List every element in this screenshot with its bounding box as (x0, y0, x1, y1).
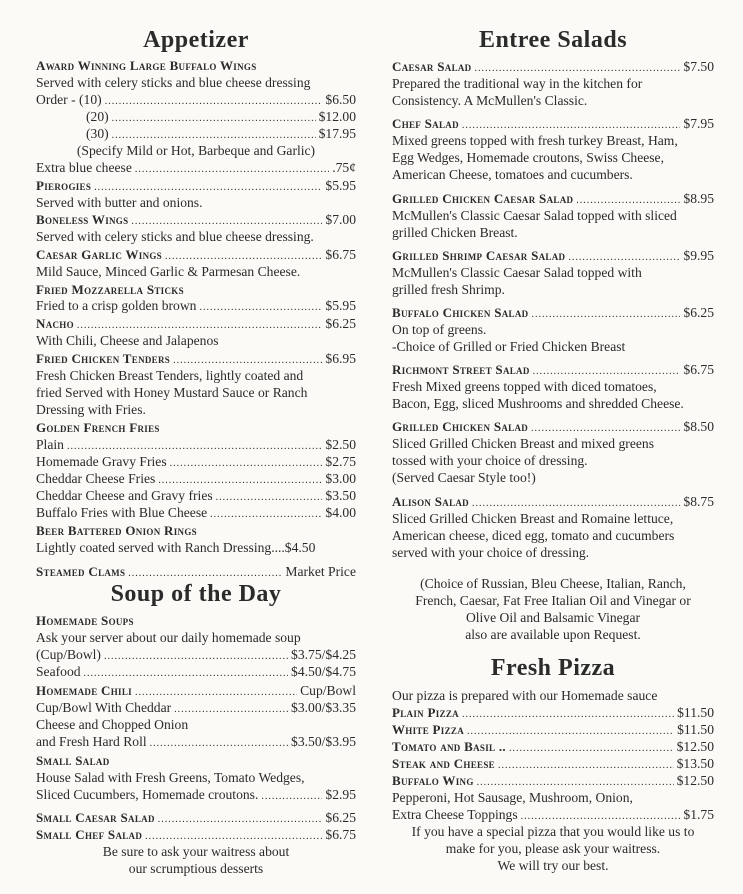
mozz-name-row: Fried Mozzarella Sticks (36, 282, 184, 297)
tenders-row: Fried Chicken Tenders ..... $6.95 (36, 350, 356, 367)
soups-cup-row: (Cup/Bowl) ..... $3.75/$4.25 (36, 646, 356, 663)
caesar-desc-1: Prepared the traditional way in the kitchen for (392, 76, 643, 91)
dressing-2: French, Caesar, Fat Free Italian Oil and Vinegar or (415, 593, 691, 608)
chili-row: Homemade Chili ..... Cup/Bowl (36, 682, 356, 699)
richmond-desc-2: Bacon, Egg, sliced Mushrooms and shredded Cheese. (392, 396, 684, 411)
fries-blue-row: Buffalo Fries with Blue Cheese ..... $4.00 (36, 504, 356, 521)
richmond-desc-1: Fresh Mixed greens topped with diced tomatoes, (392, 379, 657, 394)
small-salad-desc-1: House Salad with Fresh Greens, Tomato Wedges, (36, 770, 305, 785)
alison-desc-1: Sliced Grilled Chicken Breast and Romaine lettuce, (392, 511, 674, 526)
chef-desc-1: Mixed greens topped with fresh turkey Breast, Ham, (392, 133, 678, 148)
pizza-intro: Our pizza is prepared with our Homemade sauce (392, 688, 658, 703)
small-salad-row: Sliced Cucumbers, Homemade croutons. ..... $2.95 (36, 786, 356, 803)
dressing-4: also are available upon Request. (465, 627, 641, 642)
gcc-row: Grilled Chicken Caesar Salad ..... $8.95 (392, 190, 714, 207)
special-2: make for you, please ask your waitress. (445, 841, 661, 856)
gc-row: Grilled Chicken Salad ..... $8.50 (392, 418, 714, 435)
chef-desc-2: Egg Wedges, Homemade croutons, Swiss Cheese, (392, 150, 664, 165)
nacho-row: Nacho ..... $6.25 (36, 315, 356, 332)
special-1: If you have a special pizza that you would like us to (411, 824, 695, 839)
white-pizza-row: White Pizza ..... $11.50 (392, 721, 714, 738)
dressing-1: (Choice of Russian, Bleu Cheese, Italian, Ranch, (420, 576, 686, 591)
caesar-row: Caesar Salad ..... $7.50 (392, 58, 714, 75)
chili-cheddar-row: Cup/Bowl With Cheddar ..... $3.00/$3.35 (36, 699, 356, 716)
buffalo-desc-2: -Choice of Grilled or Fried Chicken Breast (392, 339, 626, 354)
dressing-3: Olive Oil and Balsamic Vinegar (465, 610, 641, 625)
gc-desc-3: (Served Caesar Style too!) (392, 470, 536, 485)
wings-10-row: Order - (10) ..... $6.50 (36, 91, 356, 108)
fries-name-row: Golden French Fries (36, 420, 160, 435)
dessert-note-2: our scrumptious desserts (128, 861, 264, 876)
steak-pizza-row: Steak and Cheese ..... $13.50 (392, 755, 714, 772)
alison-row: Alison Salad ..... $8.75 (392, 493, 714, 510)
chili-roll-row: and Fresh Hard Roll ..... $3.50/$3.95 (36, 733, 356, 750)
entree-salads-heading: Entree Salads (478, 27, 628, 53)
extra-blue-row: Extra blue cheese ..... .75¢ (36, 159, 356, 176)
gc-desc-2: tossed with your choice of dressing. (392, 453, 588, 468)
gc-desc-1: Sliced Grilled Chicken Breast and mixed greens (392, 436, 654, 451)
caesar-wings-desc: Mild Sauce, Minced Garlic & Parmesan Cheese. (36, 264, 301, 279)
fries-cheddar-row: Cheddar Cheese Fries ..... $3.00 (36, 470, 356, 487)
chef-row: Chef Salad ..... $7.95 (392, 115, 714, 132)
tenders-desc-1: Fresh Chicken Breast Tenders, lightly coated and (36, 368, 304, 383)
small-chef-row: Small Chef Salad ..... $6.75 (36, 826, 356, 843)
buffalo-row: Buffalo Chicken Salad ..... $6.25 (392, 304, 714, 321)
tenders-desc-2: fried Served with Honey Mustard Sauce or Ranch (36, 385, 308, 400)
gsc-desc-1: McMullen's Classic Caesar Salad topped with (392, 265, 642, 280)
gsc-row: Grilled Shrimp Caesar Salad ..... $9.95 (392, 247, 714, 264)
mozz-row: Fried to a crisp golden brown ..... $5.95 (36, 297, 356, 314)
chef-desc-3: American Cheese, tomatoes and cucumbers. (392, 167, 633, 182)
dessert-note-1: Be sure to ask your waitress about (102, 844, 290, 859)
alison-desc-3: served with your choice of dressing. (392, 545, 590, 560)
appetizer-heading: Appetizer (143, 27, 249, 53)
wings-name: Award Winning Large Buffalo Wings (36, 58, 257, 73)
wings-specify: (Specify Mild or Hot, Barbeque and Garlic) (76, 143, 316, 158)
soups-name-row: Homemade Soups (36, 613, 134, 628)
buffalo-pizza-row: Buffalo Wing ..... $12.50 (392, 772, 714, 789)
onion-name-row: Beer Battered Onion Rings (36, 523, 197, 538)
small-caesar-row: Small Caesar Salad ..... $6.25 (36, 809, 356, 826)
gcc-desc-1: McMullen's Classic Caesar Salad topped with sliced (392, 208, 677, 223)
boneless-desc: Served with celery sticks and blue cheese dressing. (36, 229, 314, 244)
special-3: We will try our best. (497, 858, 609, 873)
wings-30-row: (30) ..... $17.95 (36, 125, 356, 142)
pizza-heading: Fresh Pizza (490, 655, 616, 681)
chili-desc-1: Cheese and Chopped Onion (36, 717, 189, 732)
toppings-row: Extra Cheese Toppings ..... $1.75 (392, 806, 714, 823)
tomato-pizza-row: Tomato and Basil .. ..... $12.50 (392, 738, 714, 755)
small-salad-name-row: Small Salad (36, 753, 110, 768)
gsc-desc-2: grilled fresh Shrimp. (392, 282, 505, 297)
wings-20-row: (20) ..... $12.00 (36, 108, 356, 125)
pierogies-desc: Served with butter and onions. (36, 195, 203, 210)
clams-row: Steamed Clams ..... Market Price (36, 563, 356, 580)
plain-pizza-row: Plain Pizza ..... $11.50 (392, 704, 714, 721)
caesar-desc-2: Consistency. A McMullen's Classic. (392, 93, 588, 108)
caesar-wings-row: Caesar Garlic Wings ..... $6.75 (36, 246, 356, 263)
pierogies-row: Pierogies ..... $5.95 (36, 177, 356, 194)
tenders-desc-3: Dressing with Fries. (36, 402, 146, 417)
onion-row: Lightly coated served with Ranch Dressing.... $4.50 (36, 540, 316, 555)
soups-seafood-row: Seafood ..... $4.50/$4.75 (36, 663, 356, 680)
wings-10-price: $6.50 (325, 92, 356, 107)
richmond-row: Richmont Street Salad ..... $6.75 (392, 361, 714, 378)
gcc-desc-2: grilled Chicken Breast. (392, 225, 518, 240)
fries-plain-row: Plain ..... $2.50 (36, 436, 356, 453)
soup-heading: Soup of the Day (110, 581, 282, 607)
soups-desc: Ask your server about our daily homemade soup (36, 630, 301, 645)
buffalo-desc-1: On top of greens. (392, 322, 487, 337)
toppings-list: Pepperoni, Hot Sausage, Mushroom, Onion, (392, 790, 633, 805)
wings-desc: Served with celery sticks and blue cheese dressing (36, 75, 311, 90)
wings-item (36, 57, 356, 74)
fries-cheddar-gravy-row: Cheddar Cheese and Gravy fries ..... $3.50 (36, 487, 356, 504)
alison-desc-2: American cheese, diced egg, tomato and cucumbers (392, 528, 675, 543)
boneless-row: Boneless Wings ..... $7.00 (36, 211, 356, 228)
nacho-desc: With Chili, Cheese and Jalapenos (36, 333, 219, 348)
fries-gravy-row: Homemade Gravy Fries ..... $2.75 (36, 453, 356, 470)
